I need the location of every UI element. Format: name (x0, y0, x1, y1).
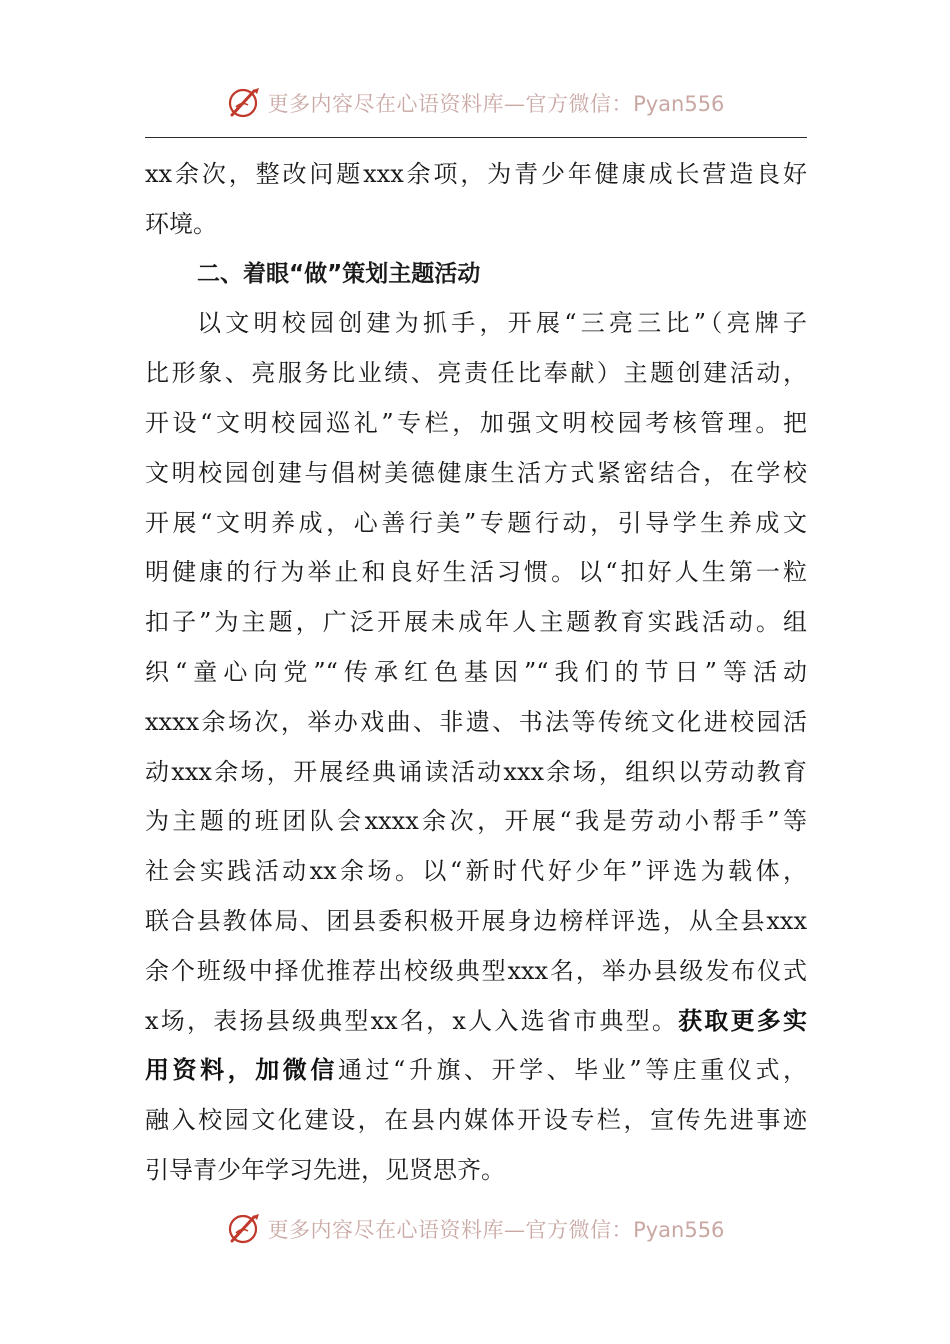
paragraph-line: 以文明校园创建为抓手，开展“三亮三比”（亮牌子 (197, 309, 807, 338)
paragraph-line: 明健康的行为举止和良好生活习惯。以“扣好人生第一粒 (145, 558, 807, 587)
paragraph-line: 余个班级中择优推荐出校级典型xxx名，举办县级发布仪式 (145, 956, 807, 985)
section-heading: 二、着眼“做”策划主题活动 (197, 260, 481, 287)
paragraph-text: 通过“升旗、开学、毕业”等庄重仪式， (337, 1056, 807, 1085)
paragraph-line: 开设“文明校园巡礼”专栏，加强文明校园考核管理。把 (145, 408, 807, 437)
paragraph-line: 织“童心向党”“传承红色基因”“我们的节日”等活动 (145, 657, 807, 686)
paragraph-line: 开展“文明养成，心善行美”专题行动，引导学生养成文 (145, 508, 807, 537)
header-divider (145, 137, 807, 138)
footer-watermark-text: 更多内容尽在心语资料库—官方微信：Pyan556 (267, 1218, 725, 1242)
paragraph-line: 扣子”为主题，广泛开展未成年人主题教育实践活动。组 (145, 608, 807, 637)
document-body (145, 150, 807, 1196)
paragraph-line (145, 997, 807, 1047)
wechat-id: Pyan556 (633, 92, 725, 116)
paragraph-line: xx余次，整改问题xxx余项，为青少年健康成长营造良好 (145, 160, 807, 188)
paragraph-line: 环境。 (145, 209, 217, 238)
paragraph-line: 引导青少年学习先进，见贤思齐。 (145, 1155, 505, 1184)
paragraph-line: 为主题的班团队会xxxx余次，开展“我是劳动小帮手”等 (145, 807, 807, 836)
pen-logo-icon (226, 85, 262, 121)
paragraph-line: 联合县教体局、团县委积极开展身边榜样评选，从全县xxx (145, 906, 807, 935)
paragraph-line: xxxx余场次，举办戏曲、非遗、书法等传统文化进校园活 (145, 707, 807, 736)
paragraph-line: 比形象、亮服务比业绩、亮责任比奉献）主题创建活动， (145, 359, 807, 388)
pen-logo-icon (226, 1211, 262, 1247)
paragraph-text: x场，表扬县级典型xx名，x人入选省市典型。 (145, 1006, 679, 1035)
paragraph-line: 融入校园文化建设，在县内媒体开设专栏，宣传先进事迹 (145, 1106, 807, 1135)
paragraph-line: 动xxx余场，开展经典诵读活动xxx余场，组织以劳动教育 (145, 757, 807, 786)
header-watermark-text: 更多内容尽在心语资料库—官方微信：Pyan556 (267, 92, 725, 116)
promo-text: 用资料，加微信 (145, 1056, 338, 1085)
paragraph-line (145, 1046, 807, 1096)
paragraph-line: 文明校园创建与倡树美德健康生活方式紧密结合，在学校 (145, 458, 807, 487)
wechat-id: Pyan556 (633, 1218, 725, 1242)
header-watermark (0, 80, 950, 126)
footer-watermark (0, 1206, 950, 1252)
paragraph-line: 社会实践活动xx余场。以“新时代好少年”评选为载体， (145, 857, 807, 886)
promo-text: 获取更多实 (678, 1006, 807, 1035)
